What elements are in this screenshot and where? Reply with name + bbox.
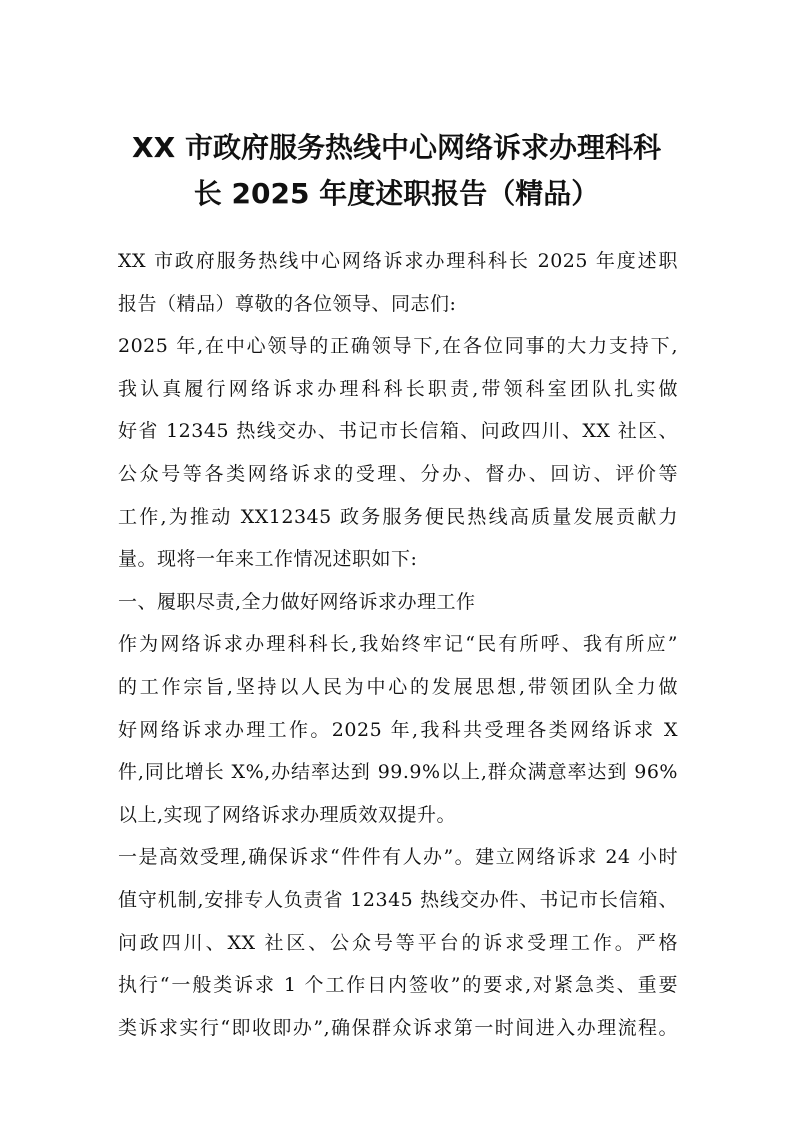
document-title-line-1: XX 市政府服务热线中心网络诉求办理科科: [132, 131, 661, 164]
body-line-10: 作为网络诉求办理科科长,我始终牢记“民有所呼、我有所应”: [118, 633, 678, 656]
body-line-2: 报告（精品）尊敬的各位领导、同志们:: [118, 292, 457, 315]
body-line-11: 的工作宗旨,坚持以人民为中心的发展思想,带领团队全力做: [118, 675, 678, 698]
body-line-14: 以上,实现了网络诉求办理质效双提升。: [118, 803, 457, 826]
body-line-4: 我认真履行网络诉求办理科科长职责,带领科室团队扎实做: [118, 377, 678, 400]
body-line-8: 量。现将一年来工作情况述职如下:: [118, 548, 418, 571]
document-body: [118, 244, 678, 1053]
body-line-12: 好网络诉求办理工作。2025 年,我科共受理各类网络诉求 X: [118, 718, 678, 741]
body-line-7: 工作,为推动 XX12345 政务服务便民热线高质量发展贡献力: [118, 505, 678, 528]
body-line-3: 2025 年,在中心领导的正确领导下,在各位同事的大力支持下,: [118, 335, 678, 358]
body-line-16: 值守机制,安排专人负责省 12345 热线交办件、书记市长信箱、: [118, 888, 678, 911]
body-line-6: 公众号等各类网络诉求的受理、分办、督办、回访、评价等: [118, 462, 678, 485]
body-line-13: 件,同比增长 X%,办结率达到 99.9%以上,群众满意率达到 96%: [118, 761, 678, 784]
body-line-5: 好省 12345 热线交办、书记市长信箱、问政四川、XX 社区、: [118, 420, 678, 443]
body-line-17: 问政四川、XX 社区、公众号等平台的诉求受理工作。严格: [118, 931, 678, 954]
section-heading-1: 一、履职尽责,全力做好网络诉求办理工作: [118, 590, 476, 613]
body-line-15: 一是高效受理,确保诉求“件件有人办”。建立网络诉求 24 小时: [118, 846, 678, 869]
document-title-line-2: 长 2025 年度述职报告（精品）: [193, 177, 600, 210]
body-line-1: XX 市政府服务热线中心网络诉求办理科科长 2025 年度述职: [118, 250, 678, 272]
body-line-18: 执行“一般类诉求 1 个工作日内签收”的要求,对紧急类、重要: [118, 974, 678, 997]
body-line-19: 类诉求实行“即收即办”,确保群众诉求第一时间进入办理流程。: [118, 1016, 678, 1039]
